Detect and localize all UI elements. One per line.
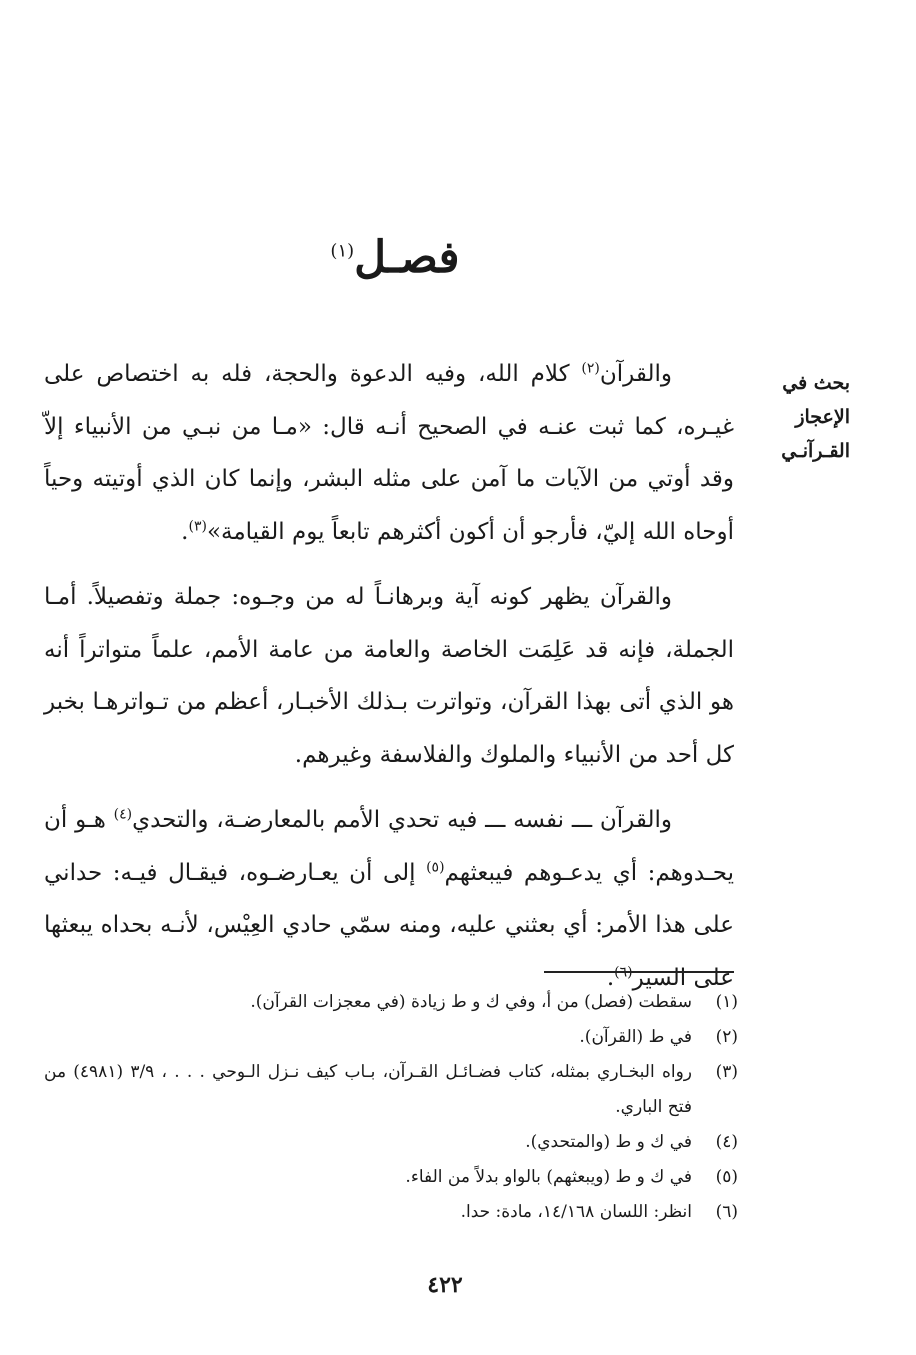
footnote-ref-5: (٥) xyxy=(426,858,445,875)
footnote-number: (٥) xyxy=(715,1167,738,1187)
footnote-text: في ك و ط (والمتحدي). xyxy=(525,1132,692,1152)
footnote-number: (٣) xyxy=(715,1062,738,1082)
paragraph-3-text-c: إلى أن يعـارضـوه، فيقـال فيـه: حداني على هذا الأمر: أي بعثني عليه، ومنه سمّي حادي العِيْس، لأنـه بحداه يبعثها على السير xyxy=(44,859,734,991)
footnote-text: في ك و ط (ويبعثهم) بالواو بدلاً من الفاء. xyxy=(405,1167,692,1187)
footnote-number: (٤) xyxy=(715,1132,738,1152)
paragraph-3-text-a: والقرآن ـــ نفسه ـــ فيه تحدي الأمم بالمعارضـة، والتحدي xyxy=(132,807,672,833)
paragraph-3-text-end: . xyxy=(606,964,615,991)
margin-note-line-1: بحث في الإعجاز xyxy=(782,372,850,428)
footnote-number: (٦) xyxy=(715,1202,738,1222)
chapter-title-text: فصـل xyxy=(354,232,460,283)
paragraph-3-text-b: هـو أن يحـدوهم: أي يدعـوهم فيبعثهم xyxy=(44,807,734,886)
paragraph-1-text-a: والقرآن xyxy=(599,361,672,387)
footnote-4 xyxy=(44,1125,738,1160)
footnote-3 xyxy=(44,1055,738,1125)
footnote-2 xyxy=(44,1020,738,1055)
footnotes xyxy=(44,985,738,1230)
footnote-text: سقطت (فصل) من أ، وفي ك و ط زيادة (في معجزات القرآن). xyxy=(250,992,692,1012)
paragraph-1-text-end: . xyxy=(181,518,189,545)
paragraph-1 xyxy=(44,348,734,558)
margin-note-line-2: القـرآنـي xyxy=(781,440,850,462)
footnote-text: رواه البخـاري بمثله، كتاب فضـائـل القـرآن، بـاب كيف نـزل الـوحي . . . ، ٣/٩ (٤٩٨١) من فتح الباري. xyxy=(44,1062,692,1117)
margin-note xyxy=(740,366,850,468)
footnote-6 xyxy=(44,1195,738,1230)
footnote-number: (٢) xyxy=(715,1027,738,1047)
chapter-title xyxy=(0,232,790,283)
footnote-5 xyxy=(44,1160,738,1195)
body-text xyxy=(44,348,734,1004)
chapter-title-footnote-ref: (١) xyxy=(330,240,355,262)
page-number: ٤٢٢ xyxy=(427,1272,463,1298)
footnote-number: (١) xyxy=(715,992,738,1012)
footnote-ref-3: (٣) xyxy=(188,517,207,534)
footnote-ref-4: (٤) xyxy=(113,806,133,823)
footnote-text: في ط (القرآن). xyxy=(579,1027,692,1047)
paragraph-1-text-b: كلام الله، وفيه الدعوة والحجة، فله به اختصاص على غيـره، كما ثبت عنـه في الصحيح أنـه قال: «مـا من نبـي من الأنبياء إلاّ وقد أوتي من الآيات ما آمن على مثله البشر، وإنما كان الذي أوتيته وحياً أوحاه الله إليّ، فأرجو أن أكون أكثرهم تابعاً يوم القيامة» xyxy=(44,361,734,545)
footnote-ref-6: (٦) xyxy=(614,963,633,980)
footnote-1 xyxy=(44,985,738,1020)
footnote-ref-2: (٢) xyxy=(581,360,600,377)
footnote-text: انظر: اللسان ١٤/١٦٨، مادة: حدا. xyxy=(460,1202,692,1222)
footnote-separator xyxy=(544,971,734,973)
paragraph-2: والقرآن يظهر كونه آية وبرهانـاً له من وجـوه: جملة وتفصيلاً. أمـا الجملة، فإنه قد عَلِمَت الخاصة والعامة من عامة الأمم، علماً متواتراً أنه هو الذي أتى بهذا القرآن، وتواترت بـذلك الأخبـار، أعظم من تـواترهـا بخبر كل أحد من الأنبياء والملوك والفلاسفة وغيرهم. xyxy=(44,584,734,768)
